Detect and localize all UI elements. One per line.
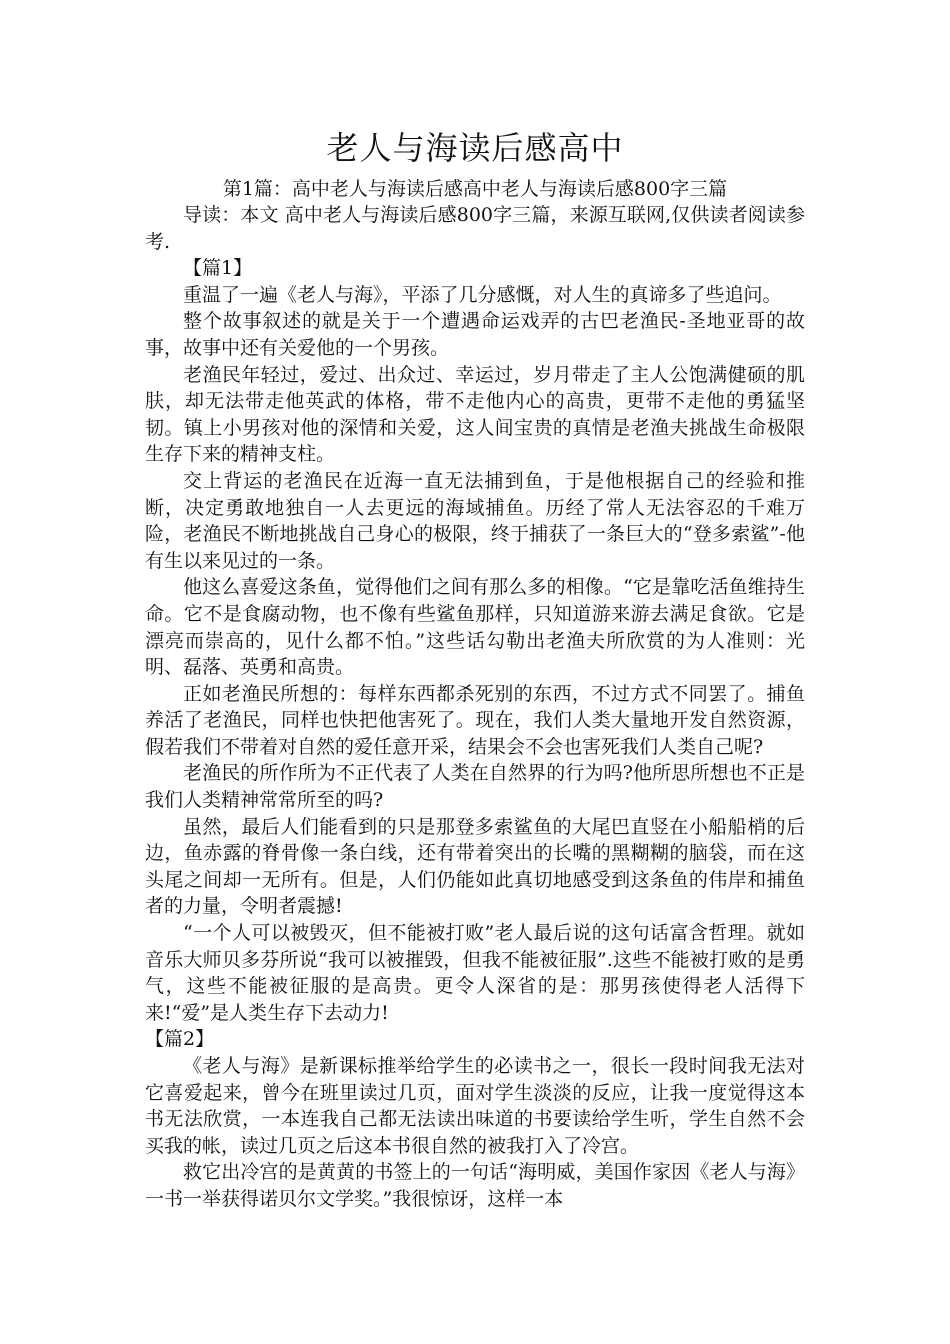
body-paragraph: 老渔民的所作所为不正代表了人类在自然界的行为吗?他所思所想也不正是我们人类精神常常所至的吗?	[145, 762, 805, 812]
body-paragraph: 救它出冷宫的是黄黄的书签上的一句话“海明威，美国作家因《老人与海》一书一举获得诺贝尔文学奖。”我很惊讶，这样一本	[145, 1161, 805, 1210]
document-title: 老人与海读后感高中	[326, 129, 624, 167]
body-paragraph: “一个人可以被毁灭，但不能被打败”老人最后说的这句话富含哲理。就如音乐大师贝多芬所说“我可以被摧毁，但我不能被征服”.这些不能被打败的是勇气，这些不能被征服的是高贵。更令人深省的是：那男孩使得老人活得下来!“爱”是人类生存下去动力!	[145, 922, 805, 1024]
body-paragraph: 《老人与海》是新课标推举给学生的必读书之一，很长一段时间我无法对它喜爱起来，曾今在班里读过几页，面对学生淡淡的反应，让我一度觉得这本书无法欣赏，一本连我自己都无法读出味道的书要读给学生听，学生自然不会买我的帐，读过几页之后这本书很自然的被我打入了冷宫。	[145, 1055, 805, 1157]
section-1-body	[145, 282, 805, 1027]
section-1-label: 【篇1】	[183, 257, 253, 280]
body-paragraph: 老渔民年轻过，爱过、出众过、幸运过，岁月带走了主人公饱满健硕的肌肤，却无法带走他英武的体格，带不走他内心的高贵，更带不走他的勇猛坚韧。镇上小男孩对他的深情和关爱，这人间宝贵的真情是老渔夫挑战生命极限生存下来的精神支柱。	[145, 363, 805, 466]
body-paragraph: 他这么喜爱这条鱼，觉得他们之间有那么多的相像。“它是靠吃活鱼维持生命。它不是食腐动物，也不像有些鲨鱼那样，只知道游来游去满足食欲。它是漂亮而崇高的，见什么都不怕。”这些话勾勒出老渔夫所欣赏的为人准则：光明、磊落、英勇和高贵。	[145, 576, 805, 679]
body-paragraph: 整个故事叙述的就是关于一个遭遇命运戏弄的古巴老渔民-圣地亚哥的故事，故事中还有关爱他的一个男孩。	[145, 310, 805, 359]
body-paragraph: 交上背运的老渔民在近海一直无法捕到鱼，于是他根据自己的经验和推断，决定勇敢地独自一人去更远的海域捕鱼。历经了常人无法容忍的千难万险，老渔民不断地挑战自己身心的极限，终于捕获了一条巨大的“登多索鲨”-他有生以来见过的一条。	[145, 469, 805, 572]
body-paragraph: 正如老渔民所想的：每样东西都杀死别的东西，不过方式不同罢了。捕鱼养活了老渔民，同样也快把他害死了。现在，我们人类大量地开发自然资源，假若我们不带着对自然的爱任意开采，结果会不会也害死我们人类自己呢?	[145, 682, 805, 758]
body-paragraph: 虽然，最后人们能看到的只是那登多索鲨鱼的大尾巴直竖在小船船梢的后边，鱼赤露的脊骨像一条白线，还有带着突出的长嘴的黑糊糊的脑袋，而在这头尾之间却一无所有。但是，人们仍能如此真切地感受到这条鱼的伟岸和捕鱼者的力量，令明者震撼!	[145, 815, 805, 918]
intro-paragraph: 导读：本文 高中老人与海读后感800字三篇，来源互联网,仅供读者阅读参考.	[145, 204, 805, 253]
section-2-label: 【篇2】	[145, 1028, 215, 1051]
document-page	[145, 126, 805, 1213]
body-paragraph: 重温了一遍《老人与海》，平添了几分感慨，对人生的真谛多了些追问。	[183, 283, 782, 306]
section-2-body	[145, 1053, 805, 1213]
document-subtitle: 第1篇：高中老人与海读后感高中老人与海读后感800字三篇	[222, 178, 728, 200]
